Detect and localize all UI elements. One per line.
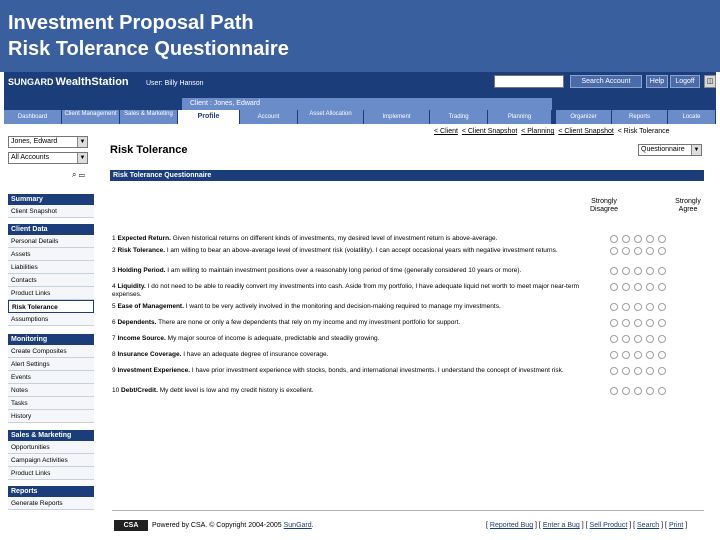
likert-radio-1[interactable] xyxy=(610,267,618,275)
likert-scale xyxy=(610,367,670,375)
likert-radio-2[interactable] xyxy=(622,235,630,243)
sungard-link[interactable]: SunGard xyxy=(283,522,312,529)
likert-scale xyxy=(610,283,670,291)
sidebar-section-reports xyxy=(8,486,94,510)
sidebar-tool-icons xyxy=(72,170,85,180)
footer-links: [ Reported Bug ] [ Enter a Bug ] [ Sell Product ] [ Search ] [ Print ] xyxy=(486,522,688,529)
likert-radio-1[interactable] xyxy=(610,319,618,327)
likert-radio-3[interactable] xyxy=(634,267,642,275)
questionnaire-header: Risk Tolerance Questionnaire xyxy=(110,170,704,181)
question-text xyxy=(112,319,582,327)
sidebar-item-assumptions[interactable]: Assumptions xyxy=(8,313,94,326)
likert-scale xyxy=(610,351,670,359)
sidebar-section-summary xyxy=(8,194,94,218)
question-label: Insurance Coverage. xyxy=(117,351,182,358)
likert-radio-2[interactable] xyxy=(622,335,630,343)
question-number: 10 xyxy=(112,387,120,394)
likert-radio-2[interactable] xyxy=(622,387,630,395)
view-select-value: Questionnaire xyxy=(641,146,685,153)
likert-radio-1[interactable] xyxy=(610,387,618,395)
likert-radio-1[interactable] xyxy=(610,235,618,243)
likert-radio-3[interactable] xyxy=(634,367,642,375)
window-icon[interactable]: ◫ xyxy=(704,75,716,88)
sidebar-item-personal-details[interactable]: Personal Details xyxy=(8,235,94,248)
breadcrumb-client-snapshot-2[interactable]: < Client Snapshot xyxy=(558,128,614,135)
scale-label-disagree: Strongly Disagree xyxy=(589,198,618,213)
question-number: 6 xyxy=(112,319,116,326)
likert-radio-4[interactable] xyxy=(646,387,654,395)
chevron-down-icon: ▼ xyxy=(77,137,87,147)
likert-radio-5[interactable] xyxy=(658,283,666,291)
enter-bug-link[interactable]: Enter a Bug xyxy=(542,522,580,529)
search-account-button[interactable]: Search Account xyxy=(570,75,642,88)
sidebar-section-monitoring xyxy=(8,334,94,423)
question-label: Liquidity. xyxy=(117,283,146,290)
likert-radio-4[interactable] xyxy=(646,319,654,327)
likert-radio-2[interactable] xyxy=(622,283,630,291)
tab-planning[interactable]: Planning xyxy=(488,110,552,124)
question-text xyxy=(112,267,582,275)
client-context-label: Client : Jones, Edward xyxy=(182,98,552,110)
tab-asset-allocation[interactable]: Asset Allocation xyxy=(298,110,364,124)
top-header xyxy=(4,72,716,96)
help-button[interactable]: Help xyxy=(646,75,668,88)
likert-scale xyxy=(610,235,670,243)
tab-trading[interactable]: Trading xyxy=(430,110,488,124)
likert-radio-2[interactable] xyxy=(622,267,630,275)
likert-scale xyxy=(610,319,670,327)
likert-radio-3[interactable] xyxy=(634,319,642,327)
question-number: 8 xyxy=(112,351,116,358)
likert-radio-3[interactable] xyxy=(634,335,642,343)
likert-radio-1[interactable] xyxy=(610,303,618,311)
tab-organizer[interactable]: Organizer xyxy=(556,110,612,124)
question-text xyxy=(112,247,582,255)
breadcrumb-planning[interactable]: < Planning xyxy=(521,128,555,135)
sidebar-heading: Summary xyxy=(8,194,94,205)
likert-radio-4[interactable] xyxy=(646,235,654,243)
tab-client-management[interactable]: Client Management xyxy=(62,110,120,124)
chevron-down-icon: ▼ xyxy=(691,145,701,155)
slide-title-line2: Risk Tolerance Questionnaire xyxy=(8,38,289,60)
likert-radio-3[interactable] xyxy=(634,247,642,255)
likert-scale xyxy=(610,303,670,311)
sidebar-item-contacts[interactable]: Contacts xyxy=(8,274,94,287)
question-number: 4 xyxy=(112,283,116,290)
sidebar-item-liabilities[interactable]: Liabilities xyxy=(8,261,94,274)
tab-profile[interactable]: Profile xyxy=(178,110,240,124)
question-body: I am willing to maintain investment positions over a reasonably long period of time (generally considered 10 years or more). xyxy=(165,267,522,274)
question-label: Investment Experience. xyxy=(117,367,191,374)
tab-account[interactable]: Account xyxy=(240,110,298,124)
likert-radio-2[interactable] xyxy=(622,351,630,359)
likert-radio-1[interactable] xyxy=(610,351,618,359)
likert-radio-5[interactable] xyxy=(658,351,666,359)
likert-radio-4[interactable] xyxy=(646,351,654,359)
question-label: Ease of Management. xyxy=(117,303,184,310)
powered-end: . xyxy=(311,522,314,529)
question-label: Dependents. xyxy=(117,319,157,326)
slide-title-line1: Investment Proposal Path xyxy=(8,12,254,34)
question-text xyxy=(112,367,582,375)
breadcrumb-current: < Risk Tolerance xyxy=(617,128,670,135)
app-logo xyxy=(8,76,129,90)
slide-title-band xyxy=(0,0,720,72)
minimize-icon[interactable]: ▭ xyxy=(78,170,85,179)
likert-radio-2[interactable] xyxy=(622,319,630,327)
likert-radio-4[interactable] xyxy=(646,367,654,375)
likert-radio-5[interactable] xyxy=(658,267,666,275)
likert-radio-5[interactable] xyxy=(658,319,666,327)
question-body: My debt level is low and my credit history is excellent. xyxy=(157,387,314,394)
question-number: 3 xyxy=(112,267,116,274)
likert-radio-3[interactable] xyxy=(634,351,642,359)
question-text xyxy=(112,387,582,395)
likert-radio-1[interactable] xyxy=(610,283,618,291)
question-body: I do not need to be able to readily convert my investments into cash. Aside from my portfolio, I have adequate liquid net worth to meet major near-term expenses. xyxy=(112,283,580,298)
sidebar-item-generate-reports[interactable]: Generate Reports xyxy=(8,497,94,510)
likert-scale xyxy=(610,335,670,343)
sidebar-section-sales-marketing xyxy=(8,430,94,480)
chevron-down-icon: ▼ xyxy=(77,153,87,163)
csa-logo: CSA xyxy=(114,520,148,531)
sidebar-heading: Client Data xyxy=(8,224,94,235)
question-number: 5 xyxy=(112,303,116,310)
likert-radio-2[interactable] xyxy=(622,303,630,311)
likert-radio-5[interactable] xyxy=(658,367,666,375)
tab-dashboard[interactable]: Dashboard xyxy=(4,110,62,124)
question-body: There are none or only a few dependents that rely on my income and my investment portfolio for support. xyxy=(156,319,461,326)
app-window xyxy=(4,72,716,540)
sidebar-item-create-composites[interactable]: Create Composites xyxy=(8,345,94,358)
likert-radio-4[interactable] xyxy=(646,335,654,343)
sidebar-item-history[interactable]: History xyxy=(8,410,94,423)
likert-radio-1[interactable] xyxy=(610,335,618,343)
likert-radio-4[interactable] xyxy=(646,267,654,275)
breadcrumb xyxy=(434,128,670,135)
tab-implement[interactable]: Implement xyxy=(364,110,430,124)
likert-radio-5[interactable] xyxy=(658,335,666,343)
question-number: 7 xyxy=(112,335,116,342)
likert-radio-1[interactable] xyxy=(610,247,618,255)
footer-divider xyxy=(112,510,704,511)
sidebar-item-assets[interactable]: Assets xyxy=(8,248,94,261)
sidebar-item-events[interactable]: Events xyxy=(8,371,94,384)
tab-sales-marketing[interactable]: Sales & Marketing xyxy=(120,110,178,124)
client-select-value: Jones, Edward xyxy=(11,138,58,145)
question-label: Holding Period. xyxy=(117,267,166,274)
sidebar-section-client-data xyxy=(8,224,94,326)
question-text xyxy=(112,335,582,343)
likert-scale xyxy=(610,387,670,395)
question-body: I am willing to bear an above-average level of investment risk (volatility). I can accept occasional years with negative investment returns. xyxy=(165,247,558,254)
question-text xyxy=(112,283,582,299)
likert-radio-1[interactable] xyxy=(610,367,618,375)
likert-radio-3[interactable] xyxy=(634,303,642,311)
likert-radio-4[interactable] xyxy=(646,283,654,291)
sidebar-heading: Sales & Marketing xyxy=(8,430,94,441)
search-input[interactable] xyxy=(494,75,564,88)
sidebar-item-alert-settings[interactable]: Alert Settings xyxy=(8,358,94,371)
likert-radio-5[interactable] xyxy=(658,247,666,255)
logoff-button[interactable]: Logoff xyxy=(670,75,700,88)
sidebar-item-tasks[interactable]: Tasks xyxy=(8,397,94,410)
question-label: Expected Return. xyxy=(117,235,171,242)
likert-radio-5[interactable] xyxy=(658,387,666,395)
sidebar-heading: Monitoring xyxy=(8,334,94,345)
sidebar-item-client-snapshot[interactable]: Client Snapshot xyxy=(8,205,94,218)
question-text xyxy=(112,303,582,311)
search-link[interactable]: Search xyxy=(637,522,660,529)
question-body: My major source of income is adequate, predictable and steadily growing. xyxy=(165,335,380,342)
powered-by-text xyxy=(152,522,314,529)
question-number: 2 xyxy=(112,247,116,254)
likert-radio-5[interactable] xyxy=(658,235,666,243)
question-body: I want to be very actively involved in the monitoring and decision-making required to manage my investments. xyxy=(183,303,501,310)
likert-radio-4[interactable] xyxy=(646,303,654,311)
question-label: Risk Tolerance. xyxy=(117,247,166,254)
tab-locate[interactable]: Locate xyxy=(668,110,716,124)
sidebar-item-notes[interactable]: Notes xyxy=(8,384,94,397)
question-number: 9 xyxy=(112,367,116,374)
question-text xyxy=(112,235,582,243)
breadcrumb-client[interactable]: < Client xyxy=(434,128,458,135)
question-body: I have prior investment experience with stocks, bonds, and international investments. I understand the concept of investment risk. xyxy=(190,367,564,374)
question-label: Income Source. xyxy=(117,335,166,342)
likert-radio-3[interactable] xyxy=(634,387,642,395)
logo-product: WealthStation xyxy=(55,76,129,88)
sidebar-item-campaign-activities[interactable]: Campaign Activities xyxy=(8,454,94,467)
scale-label-agree: Strongly Agree xyxy=(675,198,701,213)
client-select[interactable] xyxy=(8,136,88,148)
breadcrumb-client-snapshot[interactable]: < Client Snapshot xyxy=(461,128,518,135)
tab-reports[interactable]: Reports xyxy=(612,110,668,124)
likert-radio-2[interactable] xyxy=(622,367,630,375)
view-select[interactable] xyxy=(638,144,702,156)
likert-scale xyxy=(610,267,670,275)
client-context-bar xyxy=(4,96,716,110)
likert-radio-3[interactable] xyxy=(634,283,642,291)
sell-product-link[interactable]: Sell Product xyxy=(589,522,628,529)
sidebar-item-risk-tolerance[interactable]: Risk Tolerance xyxy=(8,300,94,313)
powered-text: Powered by CSA. © Copyright 2004-2005 xyxy=(152,522,284,529)
page-title: Risk Tolerance xyxy=(110,144,188,156)
sidebar-item-product-links-2[interactable]: Product Links xyxy=(8,467,94,480)
user-label: User: Billy Hanson xyxy=(146,80,204,87)
likert-radio-5[interactable] xyxy=(658,303,666,311)
search-icon[interactable]: ⌕ xyxy=(72,170,77,179)
likert-radio-3[interactable] xyxy=(634,235,642,243)
question-body: I have an adequate degree of insurance coverage. xyxy=(181,351,329,358)
sidebar-item-opportunities[interactable]: Opportunities xyxy=(8,441,94,454)
logo-brand: SUNGARD xyxy=(8,77,54,87)
print-link[interactable]: Print xyxy=(668,522,684,529)
likert-scale xyxy=(610,247,670,255)
sidebar-heading: Reports xyxy=(8,486,94,497)
sidebar-item-product-links[interactable]: Product Links xyxy=(8,287,94,300)
reported-bug-link[interactable]: Reported Bug xyxy=(489,522,534,529)
likert-radio-2[interactable] xyxy=(622,247,630,255)
main-tabs xyxy=(4,110,716,124)
question-label: Debt/Credit. xyxy=(121,387,158,394)
accounts-select-value: All Accounts xyxy=(11,154,50,161)
likert-radio-4[interactable] xyxy=(646,247,654,255)
question-number: 1 xyxy=(112,235,116,242)
question-text xyxy=(112,351,582,359)
accounts-select[interactable] xyxy=(8,152,88,164)
question-body: Given historical returns on different kinds of investments, my desired level of investment return is above-average. xyxy=(170,235,498,242)
